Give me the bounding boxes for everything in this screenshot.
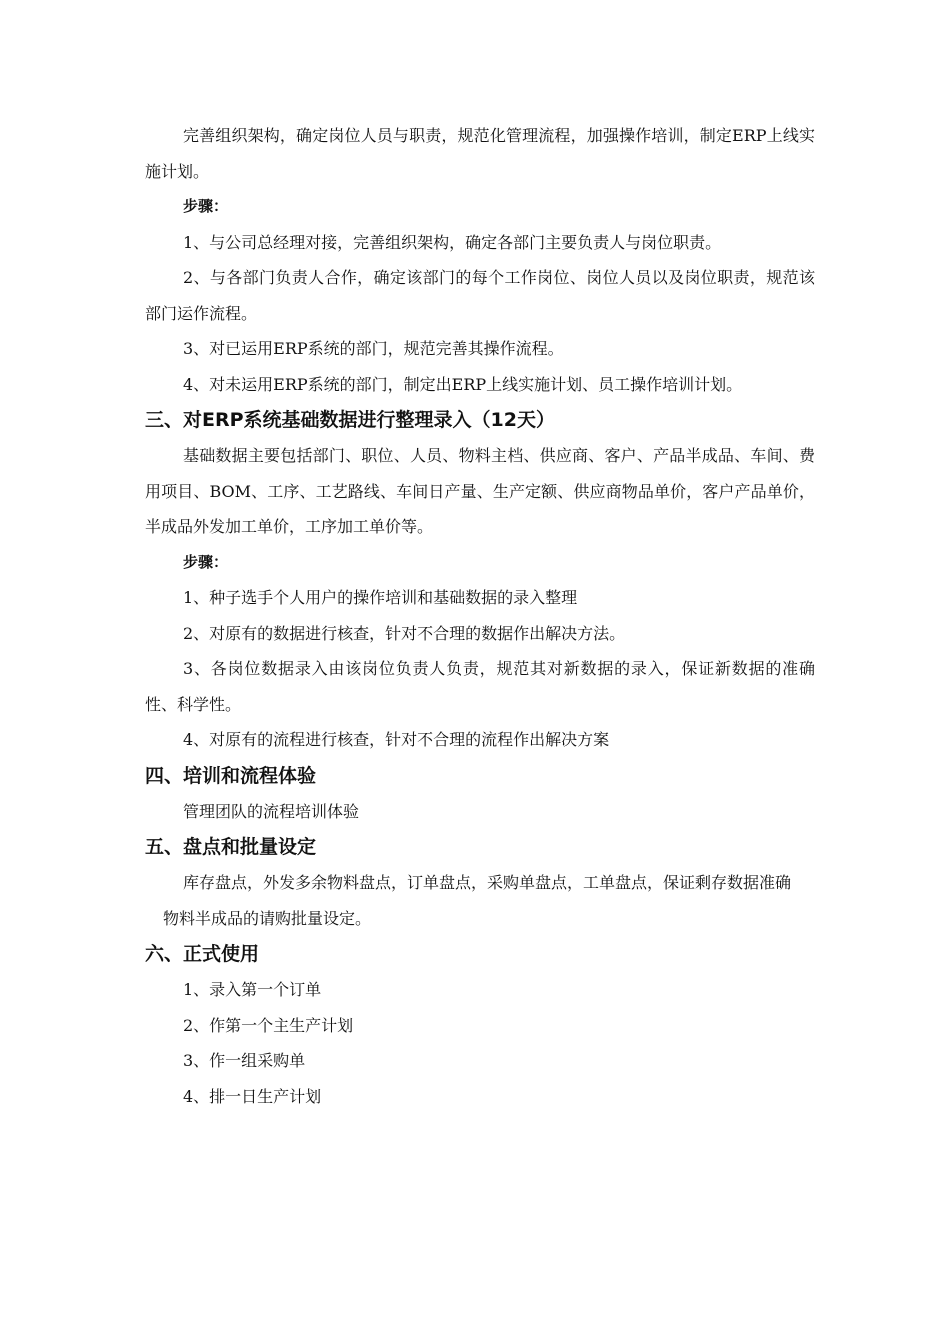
section3-paragraph: 基础数据主要包括部门、职位、人员、物料主档、供应商、客户、产品半成品、车间、费用项目、BOM、工序、工艺路线、车间日产量、生产定额、供应商物品单价，客户产品单价，半成品外发加工单价，工序加工单价等。 <box>145 446 815 536</box>
section3-step-2: 2、对原有的数据进行核查，针对不合理的数据作出解决方法。 <box>183 623 626 643</box>
section4-heading: 四、培训和流程体验 <box>145 764 317 787</box>
section3-step-3: 3、各岗位数据录入由该岗位负责人负责，规范其对新数据的录入，保证新数据的准确性、科学性。 <box>145 659 815 714</box>
section6-heading: 六、正式使用 <box>145 943 260 965</box>
section3-step-1: 1、种子选手个人用户的操作培训和基础数据的录入整理 <box>183 588 578 607</box>
section6-item-1: 1、录入第一个订单 <box>183 980 322 999</box>
intro-step-4: 4、对未运用ERP系统的部门，制定出ERP上线实施计划、员工操作培训计划。 <box>183 374 743 394</box>
intro-step-2: 2、与各部门负责人合作，确定该部门的每个工作岗位、岗位人员以及岗位职责，规范该部门运作流程。 <box>145 268 815 323</box>
section3-steps-label: 步骤： <box>183 552 229 571</box>
section6-item-2: 2、作第一个主生产计划 <box>183 1015 354 1035</box>
section6-item-4: 4、排一日生产计划 <box>183 1086 322 1106</box>
section3-step-4: 4、对原有的流程进行核查，针对不合理的流程作出解决方案 <box>183 730 610 749</box>
section5-heading: 五、盘点和批量设定 <box>145 836 317 858</box>
section4-paragraph: 管理团队的流程培训体验 <box>183 801 360 821</box>
intro-paragraph: 完善组织架构，确定岗位人员与职责，规范化管理流程，加强操作培训，制定ERP上线实施计划。 <box>145 126 815 181</box>
intro-step-1: 1、与公司总经理对接，完善组织架构，确定各部门主要负责人与岗位职责。 <box>183 232 722 252</box>
intro-steps-label: 步骤： <box>183 197 229 215</box>
section6-item-3: 3、作一组采购单 <box>183 1051 306 1070</box>
section5-paragraph: 库存盘点，外发多余物料盘点，订单盘点，采购单盘点，工单盘点，保证剩存数据准确 <box>183 873 792 892</box>
section3-heading: 三、对ERP系统基础数据进行整理录入（12天） <box>145 409 555 431</box>
intro-step-3: 3、对已运用ERP系统的部门，规范完善其操作流程。 <box>183 339 564 358</box>
document-page <box>145 118 815 1114</box>
section5-paragraph-2: 物料半成品的请购批量设定。 <box>163 908 372 928</box>
